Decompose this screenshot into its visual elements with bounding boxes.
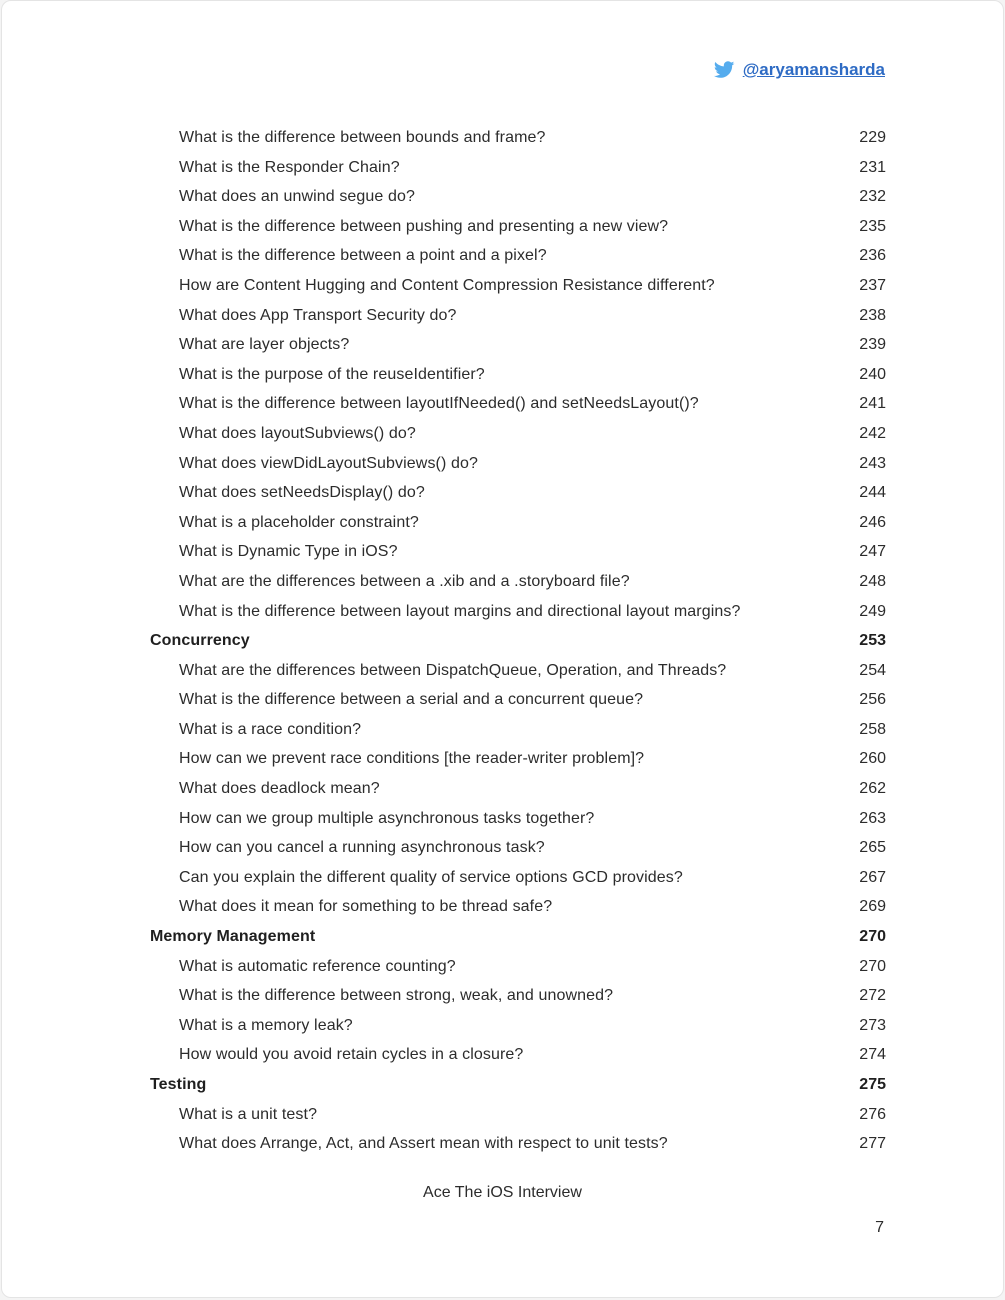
toc-entry-page: 263 <box>859 809 886 827</box>
toc-entry[interactable] <box>150 981 886 1011</box>
toc-entry-page: 241 <box>859 395 886 413</box>
toc-entry-label: What are the differences between DispatchQueue, Operation, and Threads? <box>179 661 727 679</box>
toc-entry-page: 229 <box>859 129 886 146</box>
toc-entry-page: 267 <box>859 868 886 886</box>
toc-entry-label: What is the difference between layout margins and directional layout margins? <box>179 602 741 620</box>
toc-entry[interactable] <box>150 478 886 508</box>
toc-entry[interactable] <box>150 774 886 804</box>
toc-entry[interactable] <box>150 833 886 863</box>
toc-entry-page: 276 <box>859 1105 886 1123</box>
toc-entry[interactable] <box>150 1040 886 1070</box>
toc-entry-label: Testing <box>150 1076 207 1093</box>
toc-entry-label: What is the purpose of the reuseIdentifier? <box>179 365 485 383</box>
toc-entry-label: What does Arrange, Act, and Assert mean with respect to unit tests? <box>179 1135 668 1153</box>
toc-entry[interactable] <box>150 389 886 419</box>
toc-entry-label: What is the difference between bounds and frame? <box>179 129 546 146</box>
toc-entry-page: 260 <box>859 750 886 768</box>
footer-page-number: 7 <box>875 1219 884 1236</box>
toc-entry-page: 275 <box>859 1076 886 1093</box>
toc-entry-page: 273 <box>859 1016 886 1034</box>
toc-entry[interactable] <box>150 685 886 715</box>
toc-entry-label: What does App Transport Security do? <box>179 306 457 324</box>
toc-entry-page: 242 <box>859 424 886 442</box>
toc-entry-label: How can we prevent race conditions [the reader-writer problem]? <box>179 750 645 768</box>
toc-entry-page: 256 <box>859 691 886 709</box>
toc-entry[interactable] <box>150 1011 886 1041</box>
toc-entry-page: 249 <box>859 602 886 620</box>
toc-list <box>150 123 886 1159</box>
toc-entry-page: 265 <box>859 839 886 857</box>
toc-entry-label: What does layoutSubviews() do? <box>179 424 416 442</box>
toc-entry-page: 239 <box>859 336 886 354</box>
toc-entry[interactable] <box>150 241 886 271</box>
toc-entry-page: 253 <box>859 632 886 650</box>
toc-entry-label: Concurrency <box>150 632 250 650</box>
toc-entry-label: How can you cancel a running asynchronous task? <box>179 839 545 857</box>
toc-entry-label: What does setNeedsDisplay() do? <box>179 484 425 502</box>
toc-entry[interactable] <box>150 153 886 183</box>
toc-entry[interactable] <box>150 952 886 982</box>
document-page <box>1 0 1004 1298</box>
toc-entry-label: What is the difference between a serial and a concurrent queue? <box>179 691 644 709</box>
toc-entry-page: 258 <box>859 720 886 738</box>
header <box>713 59 885 81</box>
toc-entry[interactable] <box>150 744 886 774</box>
toc-entry-page: 247 <box>859 543 886 561</box>
toc-entry-label: What is automatic reference counting? <box>179 957 456 975</box>
toc-entry-label: What is a race condition? <box>179 720 362 738</box>
toc-entry-page: 231 <box>859 158 886 176</box>
toc-entry-label: What are layer objects? <box>179 336 350 354</box>
toc-entry[interactable] <box>150 715 886 745</box>
toc-entry-label: What is Dynamic Type in iOS? <box>179 543 398 561</box>
toc-entry-label: What is the Responder Chain? <box>179 158 400 176</box>
toc-entry-page: 232 <box>859 188 886 206</box>
toc-entry[interactable] <box>150 123 886 153</box>
toc-entry-page: 270 <box>859 957 886 975</box>
toc-entry[interactable] <box>150 537 886 567</box>
toc-entry-label: What does an unwind segue do? <box>179 188 415 206</box>
toc-entry-page: 240 <box>859 365 886 383</box>
toc-entry[interactable] <box>150 330 886 360</box>
toc-entry[interactable] <box>150 863 886 893</box>
toc-entry-page: 237 <box>859 276 886 294</box>
toc-entry[interactable] <box>150 1070 886 1100</box>
toc-entry-label: What is the difference between a point and a pixel? <box>179 247 547 265</box>
toc-entry-label: What is the difference between layoutIfNeeded() and setNeedsLayout()? <box>179 395 699 413</box>
toc-entry[interactable] <box>150 419 886 449</box>
toc-entry[interactable] <box>150 656 886 686</box>
toc-entry-page: 274 <box>859 1046 886 1064</box>
toc-entry[interactable] <box>150 1100 886 1130</box>
footer-book-title: Ace The iOS Interview <box>423 1184 582 1201</box>
toc-entry-page: 262 <box>859 780 886 798</box>
toc-entry[interactable] <box>150 301 886 331</box>
toc-entry-label: Can you explain the different quality of service options GCD provides? <box>179 868 683 886</box>
toc-entry-page: 244 <box>859 484 886 502</box>
toc-entry[interactable] <box>150 271 886 301</box>
toc-entry-page: 248 <box>859 572 886 590</box>
toc-entry[interactable] <box>150 804 886 834</box>
toc-entry-label: How would you avoid retain cycles in a closure? <box>179 1046 524 1064</box>
toc-entry-label: What does it mean for something to be thread safe? <box>179 898 553 916</box>
toc-entry-label: What does deadlock mean? <box>179 780 380 798</box>
toc-entry[interactable] <box>150 567 886 597</box>
toc-entry-label: What are the differences between a .xib and a .storyboard file? <box>179 572 630 590</box>
toc-entry[interactable] <box>150 360 886 390</box>
toc-entry[interactable] <box>150 626 886 656</box>
toc-entry-label: Memory Management <box>150 928 316 946</box>
toc-entry[interactable] <box>150 597 886 627</box>
toc-entry[interactable] <box>150 892 886 922</box>
toc-entry-page: 243 <box>859 454 886 472</box>
toc-entry[interactable] <box>150 449 886 479</box>
toc-entry-label: What is the difference between pushing and presenting a new view? <box>179 217 669 235</box>
toc-entry-page: 270 <box>859 928 886 946</box>
toc-entry-page: 272 <box>859 987 886 1005</box>
toc-entry[interactable] <box>150 182 886 212</box>
toc-entry-page: 277 <box>859 1135 886 1153</box>
toc-entry-label: How can we group multiple asynchronous tasks together? <box>179 809 595 827</box>
toc-entry[interactable] <box>150 922 886 952</box>
toc-entry-label: What is a unit test? <box>179 1105 318 1123</box>
toc-entry-label: What does viewDidLayoutSubviews() do? <box>179 454 478 472</box>
toc-entry-page: 236 <box>859 247 886 265</box>
toc-entry-label: What is the difference between strong, weak, and unowned? <box>179 987 614 1005</box>
toc-entry-page: 238 <box>859 306 886 324</box>
twitter-handle-link[interactable]: @aryamansharda <box>742 60 885 79</box>
toc-entry[interactable] <box>150 508 886 538</box>
toc-entry-page: 254 <box>859 661 886 679</box>
toc-entry-label: How are Content Hugging and Content Compression Resistance different? <box>179 276 715 294</box>
toc-entry-page: 246 <box>859 513 886 531</box>
toc-entry[interactable] <box>150 212 886 242</box>
toc-entry-label: What is a memory leak? <box>179 1016 353 1034</box>
toc-entry-page: 235 <box>859 217 886 235</box>
twitter-icon <box>713 59 735 81</box>
toc-entry[interactable] <box>150 1129 886 1159</box>
toc-entry-label: What is a placeholder constraint? <box>179 513 419 531</box>
toc-entry-page: 269 <box>859 898 886 916</box>
